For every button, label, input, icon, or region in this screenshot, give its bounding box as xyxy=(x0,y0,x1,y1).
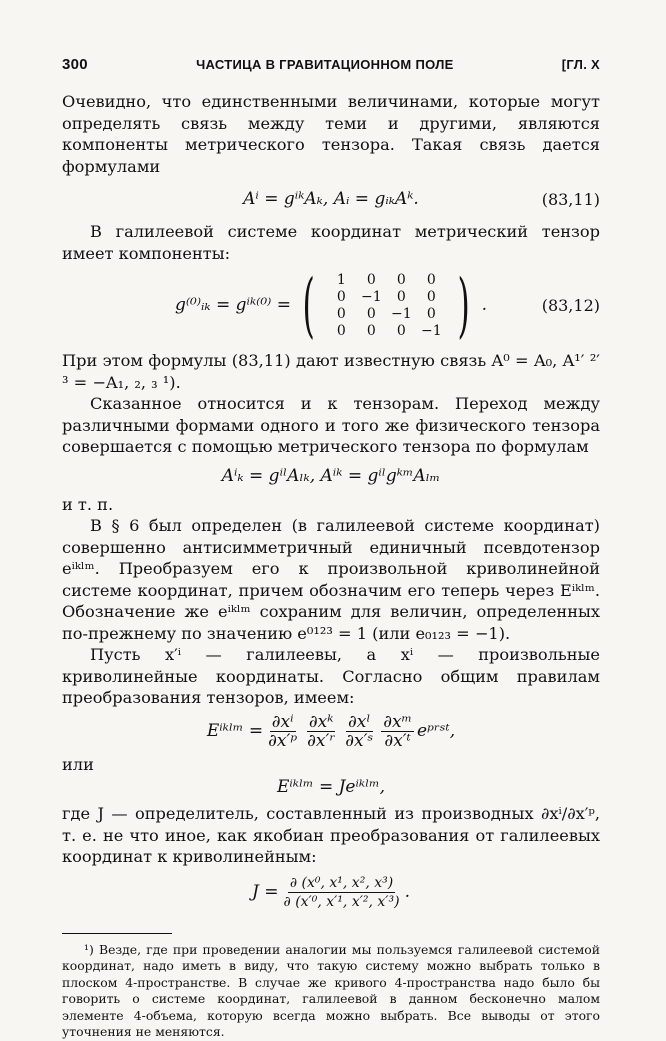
matrix-cell: 0 xyxy=(336,305,346,322)
matrix-cell: −1 xyxy=(420,322,442,339)
jacobian-tail: . xyxy=(404,882,410,902)
equation-number-83-12: (83,12) xyxy=(541,295,600,315)
paragraph-4: Сказанное относится и к тензорам. Переход между различными формами одного и того же физического тензора совершается с помощью метрического тензора по формулам xyxy=(62,394,600,456)
fraction-numerator: ∂ (x⁰, x¹, x², x³) xyxy=(289,874,394,891)
paragraph-8: или xyxy=(62,754,94,774)
matrix-cell: 0 xyxy=(396,322,406,339)
paragraph-2: В галилеевой системе координат метрический тензор имеет компоненты: xyxy=(62,222,600,263)
jacobian-fraction xyxy=(282,874,402,911)
fraction-numerator: ∂xᵐ xyxy=(383,711,413,732)
fraction xyxy=(343,713,375,750)
matrix-cell: 0 xyxy=(366,271,376,288)
paragraph-3: При этом формулы (83,11) дают известную связь A⁰ = A₀, A¹′ ²′ ³ = −A₁, ₂, ₃ ¹). xyxy=(62,351,600,392)
paragraph-7: Пусть x′ⁱ — галилеевы, a xⁱ — произвольные криволинейные координаты. Согласно общим правилам преобразования тензоров, имеем: xyxy=(62,645,600,707)
fraction xyxy=(381,713,414,750)
equation-83-11 xyxy=(62,189,600,209)
equation-83-11-body: Aⁱ = gⁱᵏAₖ, Aᵢ = gᵢₖAᵏ. xyxy=(243,189,419,209)
transform-lhs: Eⁱᵏˡᵐ = xyxy=(206,721,264,741)
matrix-cell: 0 xyxy=(426,288,436,305)
paragraph-1: Очевидно, что единственными величинами, которые могут определять связь между теми и другими, являются компоненты метрического тензора. Такая связь дается формулами xyxy=(62,92,600,176)
matrix-cell: −1 xyxy=(360,288,382,305)
jacobian-lhs: J = xyxy=(252,882,279,902)
fraction-numerator: ∂xᵏ xyxy=(308,711,334,732)
paragraph-9: где J — определитель, составленный из производных ∂xⁱ/∂x′ᵖ, т. е. не что иное, как якобиан преобразования от галилеевых координат к криволинейным: xyxy=(62,804,600,866)
paragraph-5: и т. п. xyxy=(62,494,114,514)
equation-83-12 xyxy=(62,264,600,346)
fraction-numerator: ∂xⁱ xyxy=(271,711,294,732)
running-title: ЧАСТИЦА В ГРАВИТАЦИОННОМ ПОЛЕ xyxy=(196,57,454,72)
matrix-cell: 0 xyxy=(366,305,376,322)
matrix-cell: 0 xyxy=(426,271,436,288)
equation-jacobian-relation xyxy=(62,777,600,797)
fraction-denominator: ∂x′ˢ xyxy=(345,730,374,751)
page-number: 300 xyxy=(62,56,88,73)
fraction xyxy=(266,713,299,750)
fraction-denominator: ∂x′ᵗ xyxy=(384,730,411,751)
matrix-cell: 0 xyxy=(336,288,346,305)
fraction-denominator: ∂x′ʳ xyxy=(307,730,336,751)
right-paren-icon: ) xyxy=(457,264,471,346)
matrix-cell: 0 xyxy=(426,305,436,322)
footnote: ¹) Везде, где при проведении аналогии мы пользуемся галилеевой системой координат, надо иметь в виду, что такую систему можно выбрать только в плоском 4-пространстве. В случае же кривого 4-пространства надо было бы говорить о системе координат, галилеевой в данном бесконечно малом элементе 4-объема, которую всегда можно выбрать. Все выводы от этого уточнения не меняются. xyxy=(62,941,600,1039)
fraction-denominator: ∂ (x′⁰, x′¹, x′², x′³) xyxy=(283,893,400,910)
metric-lhs: g⁽⁰⁾ᵢₖ = gⁱᵏ⁽⁰⁾ = xyxy=(174,295,291,315)
matrix-cell: −1 xyxy=(390,305,412,322)
matrix-row xyxy=(326,271,446,288)
fraction-denominator: ∂x′ᵖ xyxy=(268,730,298,751)
running-header xyxy=(62,56,600,73)
matrix-cell: 0 xyxy=(336,322,346,339)
metric-matrix-expression xyxy=(174,264,488,346)
paragraph-6: В § 6 был определен (в галилеевой системе координат) совершенно антисимметричный единичный псевдотензор eⁱᵏˡᵐ. Преобразуем его к произвольной криволинейной системе координат, причем обозначим его теперь через Eⁱᵏˡᵐ. Обозначение же eⁱᵏˡᵐ сохраним для величин, определенных по-прежнему по значению e⁰¹²³ = 1 (или e₀₁₂₃ = −1). xyxy=(62,516,600,643)
matrix-row xyxy=(326,305,446,322)
matrix-row xyxy=(326,288,446,305)
equation-jacobian-relation-body: Eⁱᵏˡᵐ = Jeⁱᵏˡᵐ, xyxy=(276,777,386,797)
footnote-divider xyxy=(62,933,172,934)
matrix-cell: 0 xyxy=(366,322,376,339)
equation-number-83-11: (83,11) xyxy=(541,189,600,209)
left-paren-icon: ( xyxy=(302,264,315,346)
matrix-cell: 0 xyxy=(396,288,406,305)
equation-raise-lower-body: Aⁱₖ = gⁱˡAₗₖ, Aⁱᵏ = gⁱˡgᵏᵐAₗₘ xyxy=(221,465,441,486)
matrix-cell: 1 xyxy=(336,271,346,288)
matrix-cell: 0 xyxy=(396,271,406,288)
transform-tail: eᵖʳˢᵗ, xyxy=(417,721,456,741)
equation-jacobian xyxy=(62,874,600,911)
chapter-marker: [ГЛ. X xyxy=(561,57,600,72)
equation-raise-lower xyxy=(62,466,600,486)
fraction xyxy=(305,713,337,750)
metric-tail: . xyxy=(481,295,488,315)
metric-matrix xyxy=(326,271,446,339)
equation-tensor-transform xyxy=(62,713,600,750)
book-page xyxy=(62,56,600,1041)
fraction-numerator: ∂xˡ xyxy=(347,711,371,732)
matrix-row xyxy=(326,322,446,339)
